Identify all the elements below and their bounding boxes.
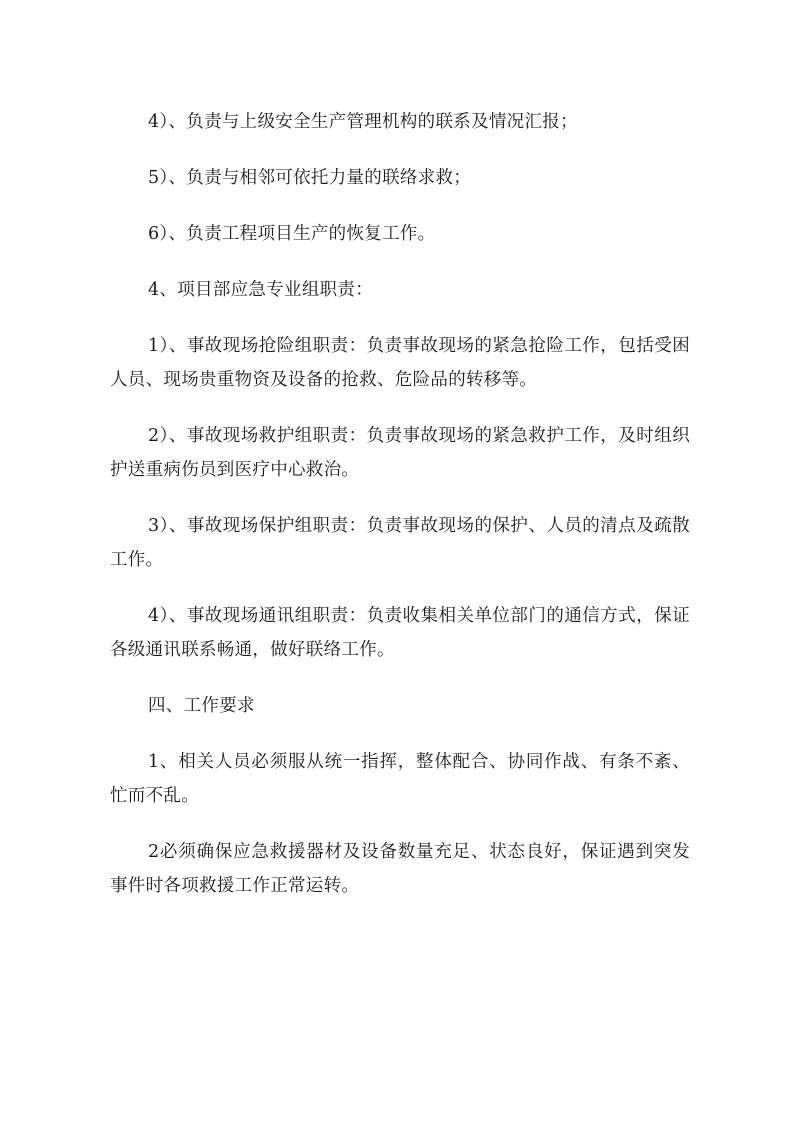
paragraph-duty-4-reporting: 4）、负责与上级安全生产管理机构的联系及情况汇报； [148,112,578,132]
paragraph-rescue-team: 1）、事故现场抢险组职责：负责事故现场的紧急抢险工作，包括受困人员、现场贵重物资及设备的抢救、危险品的转移等。 [110,336,690,390]
document-body [110,105,690,925]
paragraph-communication-team: 4）、事故现场通讯组职责：负责收集相关单位部门的通信方式，保证各级通讯联系畅通，做好联络工作。 [110,606,690,660]
paragraph-medical-team: 2）、事故现场救护组职责：负责事故现场的紧急救护工作，及时组织护送重病伤员到医疗中心救治。 [110,426,690,480]
section-heading-team-duties: 4、项目部应急专业组职责： [148,280,374,300]
paragraph-requirement-1: 1、相关人员必须服从统一指挥，整体配合、协同作战、有条不紊、忙而不乱。 [110,752,690,806]
paragraph-protection-team: 3）、事故现场保护组职责：负责事故现场的保护、人员的清点及疏散工作。 [110,516,690,570]
paragraph-requirement-2: 2必须确保应急救援器材及设备数量充足、状态良好，保证遇到突发事件时各项救援工作正常运转。 [110,842,690,896]
paragraph-duty-6-recovery: 6）、负责工程项目生产的恢复工作。 [148,224,436,244]
paragraph-duty-5-neighbor-liaison: 5）、负责与相邻可依托力量的联络求救； [148,168,472,188]
section-heading-work-requirements: 四、工作要求 [148,696,255,716]
